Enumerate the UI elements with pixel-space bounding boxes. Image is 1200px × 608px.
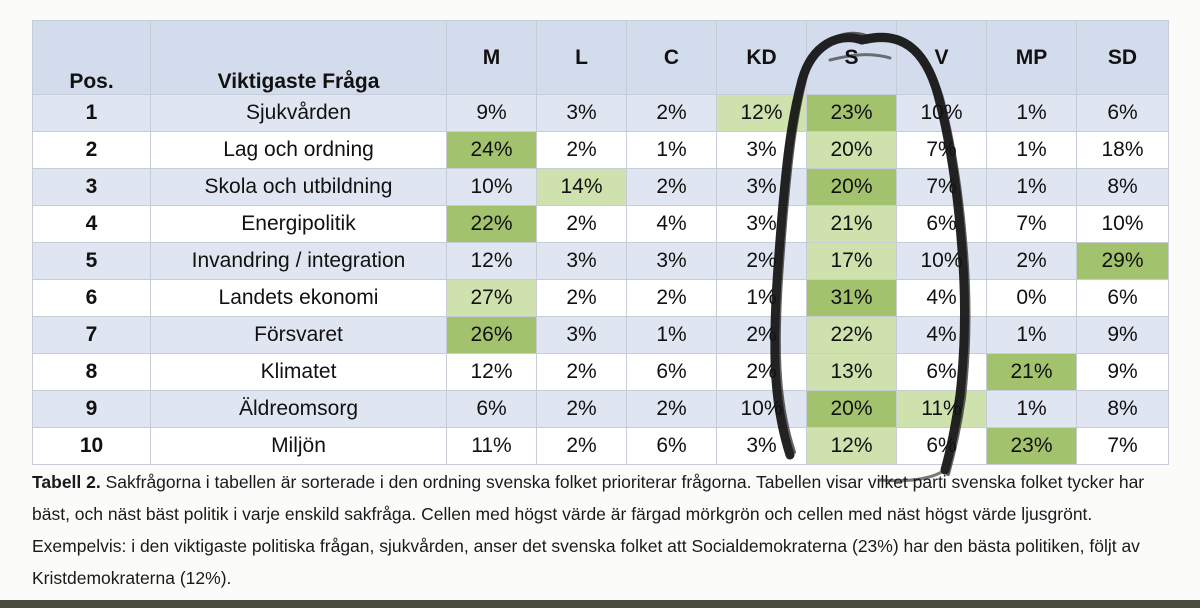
cell-v: 10%	[897, 95, 987, 132]
cell-sd: 6%	[1077, 95, 1169, 132]
cell-mp: 1%	[987, 317, 1077, 354]
row-question: Miljön	[151, 428, 447, 465]
cell-s: 23%	[807, 95, 897, 132]
cell-l: 2%	[537, 354, 627, 391]
cell-m: 26%	[447, 317, 537, 354]
cell-l: 3%	[537, 243, 627, 280]
cell-m: 6%	[447, 391, 537, 428]
cell-mp: 0%	[987, 280, 1077, 317]
cell-v: 4%	[897, 317, 987, 354]
row-question: Landets ekonomi	[151, 280, 447, 317]
row-pos: 4	[33, 206, 151, 243]
cell-mp: 21%	[987, 354, 1077, 391]
cell-l: 2%	[537, 280, 627, 317]
row-pos: 9	[33, 391, 151, 428]
table-header	[33, 21, 1169, 95]
cell-sd: 29%	[1077, 243, 1169, 280]
header-party-s: S	[807, 21, 897, 95]
cell-mp: 1%	[987, 132, 1077, 169]
cell-m: 12%	[447, 243, 537, 280]
table-row	[33, 391, 1169, 428]
cell-c: 4%	[627, 206, 717, 243]
cell-v: 11%	[897, 391, 987, 428]
cell-s: 20%	[807, 169, 897, 206]
caption-text: Sakfrågorna i tabellen är sorterade i den ordning svenska folket prioriterar frågorna. Tabellen visar vilket parti svenska folket tycker har bäst, och näst bäst politik i varje enskild sakfråga. Cellen med högst värde är färgad mörkgrön och cellen med näst högst värde ljusgrönt. Exempelvis: i den viktigaste politiska frågan, sjukvården, anser det svenska folket att Socialdemokraterna (23%) har den bästa politiken, följt av Kristdemokraterna (12%).	[32, 472, 1145, 588]
cell-kd: 3%	[717, 206, 807, 243]
cell-c: 2%	[627, 95, 717, 132]
cell-mp: 7%	[987, 206, 1077, 243]
cell-m: 10%	[447, 169, 537, 206]
cell-sd: 8%	[1077, 169, 1169, 206]
party-issue-table	[32, 20, 1169, 465]
row-question: Sjukvården	[151, 95, 447, 132]
row-question: Äldreomsorg	[151, 391, 447, 428]
cell-sd: 7%	[1077, 428, 1169, 465]
cell-m: 22%	[447, 206, 537, 243]
table-row	[33, 132, 1169, 169]
cell-s: 31%	[807, 280, 897, 317]
cell-l: 14%	[537, 169, 627, 206]
row-pos: 2	[33, 132, 151, 169]
cell-sd: 18%	[1077, 132, 1169, 169]
header-party-l: L	[537, 21, 627, 95]
cell-c: 2%	[627, 280, 717, 317]
cell-v: 10%	[897, 243, 987, 280]
cell-c: 2%	[627, 169, 717, 206]
table-row	[33, 354, 1169, 391]
cell-s: 20%	[807, 391, 897, 428]
header-party-c: C	[627, 21, 717, 95]
row-pos: 1	[33, 95, 151, 132]
cell-c: 6%	[627, 428, 717, 465]
cell-kd: 2%	[717, 243, 807, 280]
row-pos: 8	[33, 354, 151, 391]
cell-mp: 1%	[987, 391, 1077, 428]
cell-c: 1%	[627, 132, 717, 169]
cell-mp: 1%	[987, 169, 1077, 206]
cell-v: 6%	[897, 354, 987, 391]
cell-s: 12%	[807, 428, 897, 465]
cell-sd: 6%	[1077, 280, 1169, 317]
bottom-edge-bar	[0, 600, 1200, 608]
cell-v: 6%	[897, 428, 987, 465]
table-row	[33, 317, 1169, 354]
cell-c: 3%	[627, 243, 717, 280]
cell-v: 6%	[897, 206, 987, 243]
table-row	[33, 206, 1169, 243]
cell-v: 7%	[897, 169, 987, 206]
cell-l: 3%	[537, 95, 627, 132]
cell-m: 12%	[447, 354, 537, 391]
table-caption	[32, 466, 1182, 594]
cell-s: 22%	[807, 317, 897, 354]
row-pos: 5	[33, 243, 151, 280]
cell-kd: 3%	[717, 428, 807, 465]
row-question: Energipolitik	[151, 206, 447, 243]
cell-m: 9%	[447, 95, 537, 132]
cell-s: 20%	[807, 132, 897, 169]
row-question: Invandring / integration	[151, 243, 447, 280]
header-party-v: V	[897, 21, 987, 95]
cell-l: 2%	[537, 132, 627, 169]
row-question: Lag och ordning	[151, 132, 447, 169]
cell-kd: 2%	[717, 354, 807, 391]
cell-sd: 10%	[1077, 206, 1169, 243]
cell-sd: 9%	[1077, 317, 1169, 354]
table-body	[33, 95, 1169, 465]
cell-l: 2%	[537, 206, 627, 243]
header-party-sd: SD	[1077, 21, 1169, 95]
caption-label: Tabell 2.	[32, 472, 101, 492]
cell-kd: 3%	[717, 132, 807, 169]
row-pos: 10	[33, 428, 151, 465]
row-question: Klimatet	[151, 354, 447, 391]
table-row	[33, 95, 1169, 132]
table-row	[33, 428, 1169, 465]
cell-sd: 8%	[1077, 391, 1169, 428]
cell-m: 11%	[447, 428, 537, 465]
cell-mp: 23%	[987, 428, 1077, 465]
table-row	[33, 280, 1169, 317]
cell-v: 4%	[897, 280, 987, 317]
cell-s: 17%	[807, 243, 897, 280]
cell-c: 2%	[627, 391, 717, 428]
row-question: Skola och utbildning	[151, 169, 447, 206]
row-pos: 6	[33, 280, 151, 317]
row-question: Försvaret	[151, 317, 447, 354]
cell-l: 3%	[537, 317, 627, 354]
cell-s: 21%	[807, 206, 897, 243]
cell-kd: 1%	[717, 280, 807, 317]
cell-mp: 1%	[987, 95, 1077, 132]
cell-v: 7%	[897, 132, 987, 169]
cell-l: 2%	[537, 391, 627, 428]
cell-m: 27%	[447, 280, 537, 317]
cell-kd: 10%	[717, 391, 807, 428]
row-pos: 3	[33, 169, 151, 206]
cell-l: 2%	[537, 428, 627, 465]
header-pos: Pos.	[33, 21, 151, 95]
cell-s: 13%	[807, 354, 897, 391]
cell-c: 1%	[627, 317, 717, 354]
header-party-kd: KD	[717, 21, 807, 95]
cell-kd: 2%	[717, 317, 807, 354]
header-party-mp: MP	[987, 21, 1077, 95]
cell-kd: 12%	[717, 95, 807, 132]
header-question: Viktigaste Fråga	[151, 21, 447, 95]
row-pos: 7	[33, 317, 151, 354]
cell-sd: 9%	[1077, 354, 1169, 391]
cell-mp: 2%	[987, 243, 1077, 280]
table-row	[33, 169, 1169, 206]
cell-kd: 3%	[717, 169, 807, 206]
cell-m: 24%	[447, 132, 537, 169]
header-party-m: M	[447, 21, 537, 95]
cell-c: 6%	[627, 354, 717, 391]
table-row	[33, 243, 1169, 280]
